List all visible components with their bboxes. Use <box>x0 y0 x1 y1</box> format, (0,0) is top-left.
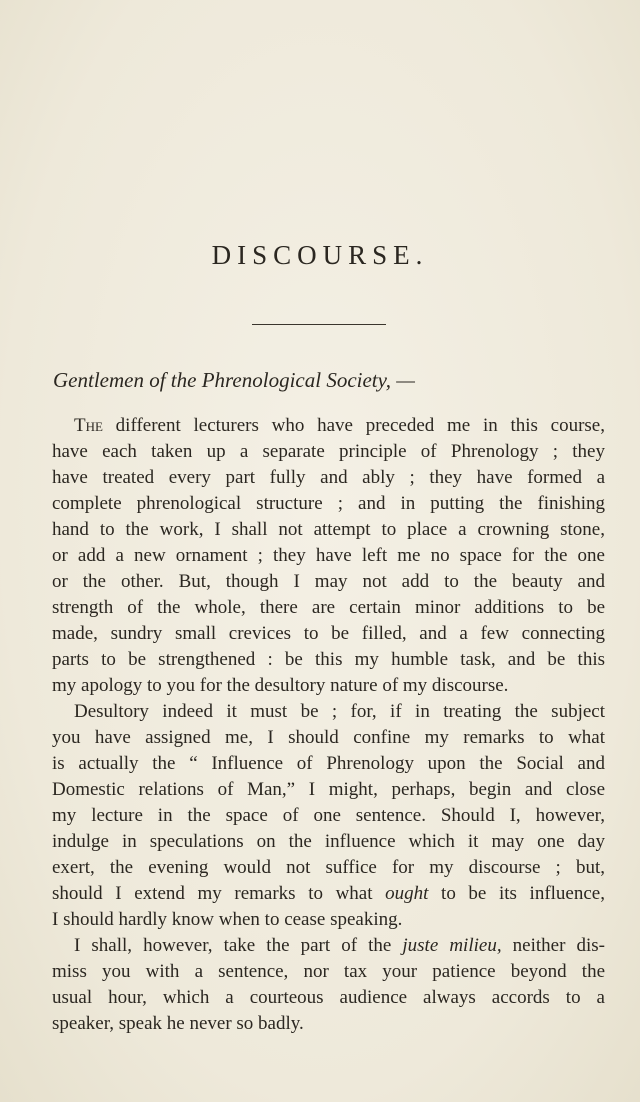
heading-divider <box>252 324 386 325</box>
text-line: I should hardly know when to cease speaking. <box>52 909 403 930</box>
body-text <box>52 413 605 1037</box>
text-line: complete phrenological structure ; and in putting the finishing <box>52 493 605 514</box>
text-line: indulge in speculations on the influence which it may one day <box>52 831 605 852</box>
lead-word: The <box>74 415 103 436</box>
text-line: is actually the “ Influence of Phrenology upon the Social and <box>52 753 605 774</box>
emphasis: juste milieu, <box>402 935 502 956</box>
text-line: should I extend my remarks to what ought to be its influence, <box>52 883 605 904</box>
text-line: usual hour, which a courteous audience always accords to a <box>52 987 605 1008</box>
text-line: exert, the evening would not suffice for my discourse ; but, <box>52 857 605 878</box>
text-line: Domestic relations of Man,” I might, perhaps, begin and close <box>52 779 605 800</box>
text-line: Desultory indeed it must be ; for, if in treating the subject <box>74 701 605 722</box>
emphasis: ought <box>385 883 429 904</box>
text-line: miss you with a sentence, nor tax your patience beyond the <box>52 961 605 982</box>
text-line: or the other. But, though I may not add to the beauty and <box>52 571 605 592</box>
text-line: hand to the work, I shall not attempt to place a crowning stone, <box>52 519 605 540</box>
text-line: my lecture in the space of one sentence. Should I, however, <box>52 805 605 826</box>
text-line: strength of the whole, there are certain minor additions to be <box>52 597 605 618</box>
text-line: have treated every part fully and ably ; they have formed a <box>52 467 605 488</box>
text-line: or add a new ornament ; they have left me no space for the one <box>52 545 605 566</box>
text-line: speaker, speak he never so badly. <box>52 1013 304 1034</box>
text-line: made, sundry small crevices to be filled, and a few connecting <box>52 623 605 644</box>
page-heading: DISCOURSE. <box>211 240 429 270</box>
text-line: have each taken up a separate principle of Phrenology ; they <box>52 441 605 462</box>
address-line: Gentlemen of the Phrenological Society, — <box>53 368 415 392</box>
text-line: parts to be strengthened : be this my humble task, and be this <box>52 649 605 670</box>
text-line: The different lecturers who have preceded me in this course, <box>74 415 605 436</box>
text-line: my apology to you for the desultory nature of my discourse. <box>52 675 509 696</box>
text-line: I shall, however, take the part of the juste milieu, neither dis- <box>74 935 605 956</box>
text-line: you have assigned me, I should confine my remarks to what <box>52 727 605 748</box>
